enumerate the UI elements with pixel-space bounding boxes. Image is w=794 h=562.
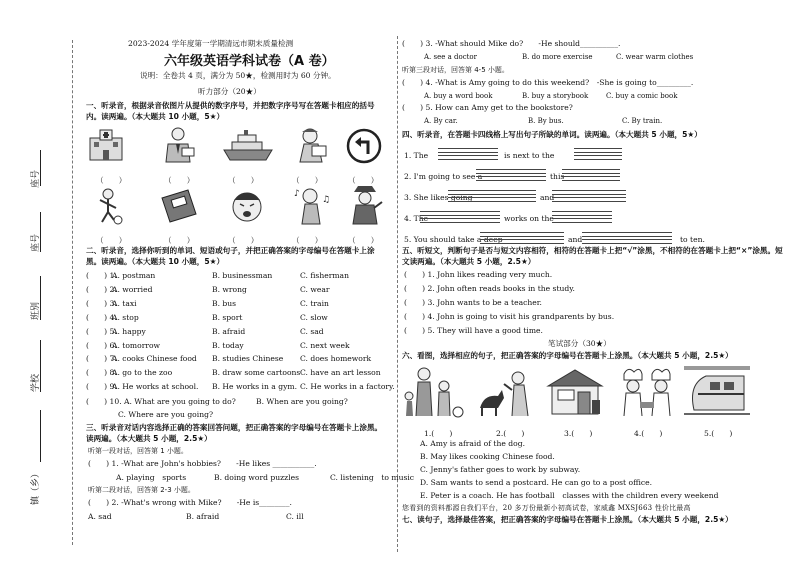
exam-instructions: 说明：全卷共 4 页，满分为 50★，检测用时为 60 分钟。 [140,71,336,80]
part2-q1-option-c[interactable]: C. fisherman [300,271,349,280]
field-line[interactable] [40,340,41,392]
part4-s1-pre: 1. The [404,151,429,160]
four-line-grid-line[interactable] [552,197,626,198]
four-line-grid-line[interactable] [476,176,546,177]
four-line-grid-line[interactable] [552,201,626,202]
field-line[interactable] [40,212,41,252]
part4-s3-pre: 3. She likes going [404,193,473,202]
four-line-grid-line[interactable] [552,222,612,223]
part4-s4-pre: 4. The [404,214,429,223]
four-line-grid-line[interactable] [552,211,612,212]
part2-q4-option-c[interactable]: C. slow [300,312,328,322]
four-line-grid-line[interactable] [480,243,564,244]
dictionary-icon [158,188,200,226]
pic-blank-1[interactable]: （ ） [96,176,127,185]
part5-item-4[interactable]: ( ) 4. John is going to visit his grandparents by bus. [404,312,615,321]
label-class: 班别 [31,301,41,320]
four-line-grid-line[interactable] [582,236,672,237]
part2-q4-number[interactable]: ( ) 4. [86,312,117,322]
p6-option-d: D. Sam wants to send a postcard. He can go to a post office. [420,478,653,487]
exam-title: 六年级英语学科试卷（A 卷） [164,54,335,69]
four-line-grid-line[interactable] [562,173,620,174]
part2-q4-option-b[interactable]: B. sport [212,312,243,322]
part7-title: 七、读句子，选择最佳答案，把正确答案的字母编号在答题卡上涂黑。（本大题共 5 小题，2.5★） [402,515,733,524]
pic-blank-4[interactable]: （ ） [292,176,323,185]
four-line-grid-line[interactable] [438,155,498,156]
four-line-grid-line[interactable] [438,152,498,153]
four-line-grid-line[interactable] [562,169,620,170]
pic-blank-5[interactable]: （ ） [348,176,379,185]
part2-q5-option-b[interactable]: B. afraid [212,326,246,336]
part2-q9-number[interactable]: ( ) 9. [86,382,117,392]
part2-q3-option-a[interactable]: A. taxi [112,298,137,308]
part3-sub2: 听第二段对话，回答第 2-3 小题。 [88,486,195,494]
subway-train-icon [684,364,750,418]
part5-item-3[interactable]: ( ) 3. John wants to be a teacher. [404,298,542,307]
part4-s5-mid: and [568,235,583,244]
pic-blank-10[interactable]: （ ） [348,236,379,245]
part2-q5-option-a[interactable]: A. happy [112,326,146,336]
part3-q3-b[interactable]: B. do more exercise [522,53,593,61]
part4-title: 四、听录音，在答题卡四线格上写出句子所缺的单词。读两遍。（本大题共 5 小题，5★） [402,130,702,139]
exam-header-line: 2023-2024 学年度第一学期清远市期末质量检测 [128,39,294,48]
angry-girl-icon [228,188,266,226]
p6-blank-2[interactable]: 2.( ) [496,429,525,438]
part3-q4[interactable]: ( ) 4. -What is Amy going to do this weekend? -She is going to_________. [402,78,694,87]
part2-q6-option-a[interactable]: A. tomorrow [112,340,161,350]
promo-footnote: 您看到的资料都源自我们平台，20 多万份最新小初高试卷，家威鑫 MXSJ663 性价比最高 [402,504,691,512]
label-school: 学校 [31,373,41,392]
p6-option-b: B. May likes cooking Chinese food. [420,452,555,461]
part2-q5-option-c[interactable]: C. sad [300,326,324,336]
part4-s5-end: to ten. [680,235,705,244]
field-line[interactable] [40,276,41,320]
policeman-icon [346,184,384,226]
pic-blank-7[interactable]: （ ） [164,236,195,245]
part4-s3-mid: and [540,193,555,202]
part2-q5-number[interactable]: ( ) 5. [86,326,117,336]
part4-s1-mid: is next to the [504,151,555,160]
part3-q5[interactable]: ( ) 5. How can Amy get to the bookstore? [402,103,573,112]
four-line-grid-line[interactable] [582,243,672,244]
part3-q1-a[interactable]: A. playing sports [116,473,187,482]
part2-q7-option-c[interactable]: C. does homework [300,354,372,364]
four-line-grid-line[interactable] [582,232,672,233]
part3-q4-b[interactable]: B. buy a storybook [522,92,589,100]
part2-q9-option-c[interactable]: C. He works in a factory. [300,382,395,392]
four-line-grid-line[interactable] [448,197,536,198]
four-line-grid-line[interactable] [448,201,536,202]
music-girl-icon [292,186,330,226]
part5-item-2[interactable]: ( ) 2. John often reads books in the study. [404,284,575,293]
label-town: 镇（乡） [31,468,41,505]
pic-blank-3[interactable]: （ ） [228,176,259,185]
p6-option-e: E. Peter is a coach. He has football classes with the children every weekend [420,491,719,500]
four-line-grid-line[interactable] [420,218,500,219]
part3-q1-b[interactable]: B. doing word puzzles [214,473,299,482]
four-line-grid-line[interactable] [420,222,500,223]
part2-q6-option-c[interactable]: C. next week [300,340,350,350]
part3-q5-b[interactable]: B. By bus. [528,117,564,125]
part2-q2-option-c[interactable]: C. wear [300,284,330,294]
part3-q2-a[interactable]: A. sad [88,512,112,521]
four-line-grid-line[interactable] [448,190,536,191]
four-line-grid-line[interactable] [420,215,500,216]
part2-q10-b[interactable]: B. When are you going? [256,397,348,406]
part2-q8-option-c[interactable]: C. have an art lesson [300,368,381,378]
part2-q10-a[interactable]: A. What are you going to do? [124,397,236,406]
part4-s5-pre: 5. You should take a deep [404,235,503,244]
field-line[interactable] [40,150,41,186]
part2-q1-number[interactable]: ( ) 1. [86,271,117,280]
four-line-grid-line[interactable] [448,194,536,195]
family-ball-icon [404,366,470,418]
turn-left-sign-icon [346,128,382,164]
girl-dog-icon [476,368,538,418]
four-line-grid-line[interactable] [562,176,620,177]
listening-section-title: 听力部分（20★） [198,87,261,96]
part2-q7-number[interactable]: ( ) 7. [86,354,117,364]
part3-sub3: 听第三段对话，回答第 4-5 小题。 [402,66,509,74]
part3-q5-c[interactable]: C. By train. [622,117,663,125]
part2-q8-option-b[interactable]: B. draw some cartoons [212,368,301,378]
part2-title: 二、听录音，选择你听到的单词、短语或句子，并把正确答案的字母编号在答题卡上涂黑。读两遍。（本大题共 10 小题，5★） [86,246,375,266]
part2-q1-option-b[interactable]: B. businessman [212,271,273,280]
svg-text:♪: ♪ [294,189,300,199]
p6-blank-3[interactable]: 3.( ) [564,429,593,438]
cooks-icon [614,366,678,418]
part3-sub1: 听第一段对话，回答第 1 小题。 [88,447,188,455]
part3-q3-c[interactable]: C. wear warm clothes [616,53,694,61]
four-line-grid-line[interactable] [476,173,546,174]
p6-option-c: C. Jenny's father goes to work by subway. [420,465,581,474]
four-line-grid-line[interactable] [574,152,622,153]
part2-q9-option-a[interactable]: A. He works at school. [112,382,199,392]
pic-blank-9[interactable]: （ ） [292,236,323,245]
part2-q1-option-a[interactable]: A. postman [112,271,156,280]
hospital-icon [88,128,124,162]
four-line-grid-line[interactable] [438,148,498,149]
part3-q2-c[interactable]: C. ill [286,512,304,521]
part5-item-1[interactable]: ( ) 1. John likes reading very much. [404,270,553,279]
part2-q2-number[interactable]: ( ) 2. [86,284,117,294]
part2-q7-option-b[interactable]: B. studies Chinese [212,354,284,364]
part3-q4-a[interactable]: A. buy a word book [424,92,493,100]
four-line-grid-line[interactable] [552,218,612,219]
part4-s2-pre: 2. I'm going to see a [404,172,483,181]
p6-blank-4[interactable]: 4.( ) [634,429,663,438]
writing-section-title: 笔试部分（30★） [548,339,611,348]
part1-title-line1: 一、听录音，根据录音依图片从提供的数字序号，并把数字序号写在答题卡相应的括号内。读两遍。（本大题共 10 小题，5★） [86,101,375,121]
four-line-grid-line[interactable] [574,155,622,156]
part2-q2-option-b[interactable]: B. wrong [212,284,247,294]
four-line-grid-line[interactable] [574,148,622,149]
part3-q1[interactable]: ( ) 1. -What are John's hobbies? -He likes ___________. [88,459,317,468]
pic-blank-8[interactable]: （ ） [228,236,259,245]
post-office-icon [544,366,606,418]
part6-title: 六、看图，选择相应的句子，把正确答案的字母编号在答题卡上涂黑。（本大题共 5 小题，2.5★） [402,351,733,360]
p6-blank-5[interactable]: 5.( ) [704,429,733,438]
part3-q2[interactable]: ( ) 2. -What's wrong with Mike? -He is________. [88,498,292,507]
part2-q9-option-b[interactable]: B. He works in a gym. [212,382,297,392]
four-line-grid-line[interactable] [476,169,546,170]
pic-blank-2[interactable]: （ ） [164,176,195,185]
four-line-grid-line[interactable] [562,180,620,181]
part3-q3-a[interactable]: A. see a doctor [424,53,477,61]
part2-q10-c[interactable]: C. Where are you going? [118,410,214,419]
part3-q4-c[interactable]: C. buy a comic book [606,92,678,100]
pic-blank-6[interactable]: （ ） [96,236,127,245]
ship-icon [222,130,274,162]
part2-q6-number[interactable]: ( ) 6. [86,340,117,350]
part2-q8-option-a[interactable]: A. go to the zoo [112,368,173,378]
part2-q6-option-b[interactable]: B. today [212,340,244,350]
football-icon [90,186,126,226]
part2-q3-option-b[interactable]: B. bus [212,298,237,308]
four-line-grid-line[interactable] [574,159,622,160]
binding-line [72,40,73,545]
businessman-icon [158,126,198,164]
label-seat: 座号 [31,169,41,188]
part5-item-5[interactable]: ( ) 5. They will have a good time. [404,326,543,335]
four-line-grid-line[interactable] [480,239,564,240]
part4-s2-mid: this [550,172,565,181]
four-line-grid-line[interactable] [552,215,612,216]
label-seat-no: 座号 [31,233,41,252]
part2-q7-option-a[interactable]: A. cooks Chinese food [112,354,197,364]
four-line-grid-line[interactable] [438,159,498,160]
part2-q3-number[interactable]: ( ) 3. [86,298,117,308]
four-line-grid-line[interactable] [582,239,672,240]
svg-text:♫: ♫ [322,195,330,205]
part5-title: 五、听短文，判断句子是否与短文内容相符，相符的在答题卡上把“√”涂黑，不相符的在答题卡上把“×”涂黑。短文读两遍。（本大题共 5 小题，2.5★） [402,246,783,266]
part4-s4-mid: works on the [504,214,554,223]
part3-title: 三、听录音对话内容选择正确的答案回答问题，把正确答案的字母编号在答题卡上涂黑。读两遍。（本大题共 5 小题，2.5★） [86,423,383,443]
p6-option-a: A. Amy is afraid of the dog. [420,439,525,448]
part2-q3-option-c[interactable]: C. train [300,298,329,308]
four-line-grid-line[interactable] [420,211,500,212]
four-line-grid-line[interactable] [476,180,546,181]
field-line[interactable] [40,410,41,462]
part3-q5-a[interactable]: A. By car. [424,117,458,125]
p6-blank-1[interactable]: 1.( ) [424,429,453,438]
part2-q10-number[interactable]: ( ) 10. [86,397,122,406]
four-line-grid-line[interactable] [480,236,564,237]
part3-q2-b[interactable]: B. afraid [186,512,220,521]
part2-q4-option-a[interactable]: A. stop [112,312,139,322]
girl-reading-icon [292,126,332,164]
part3-q1-c[interactable]: C. listening to music [330,473,415,482]
part2-q8-number[interactable]: ( ) 8. [86,368,117,378]
four-line-grid-line[interactable] [552,190,626,191]
four-line-grid-line[interactable] [480,232,564,233]
part2-q2-option-a[interactable]: A. worried [112,284,153,294]
part3-q3[interactable]: ( ) 3. -What should Mike do? -He should__________. [402,39,621,48]
four-line-grid-line[interactable] [552,194,626,195]
